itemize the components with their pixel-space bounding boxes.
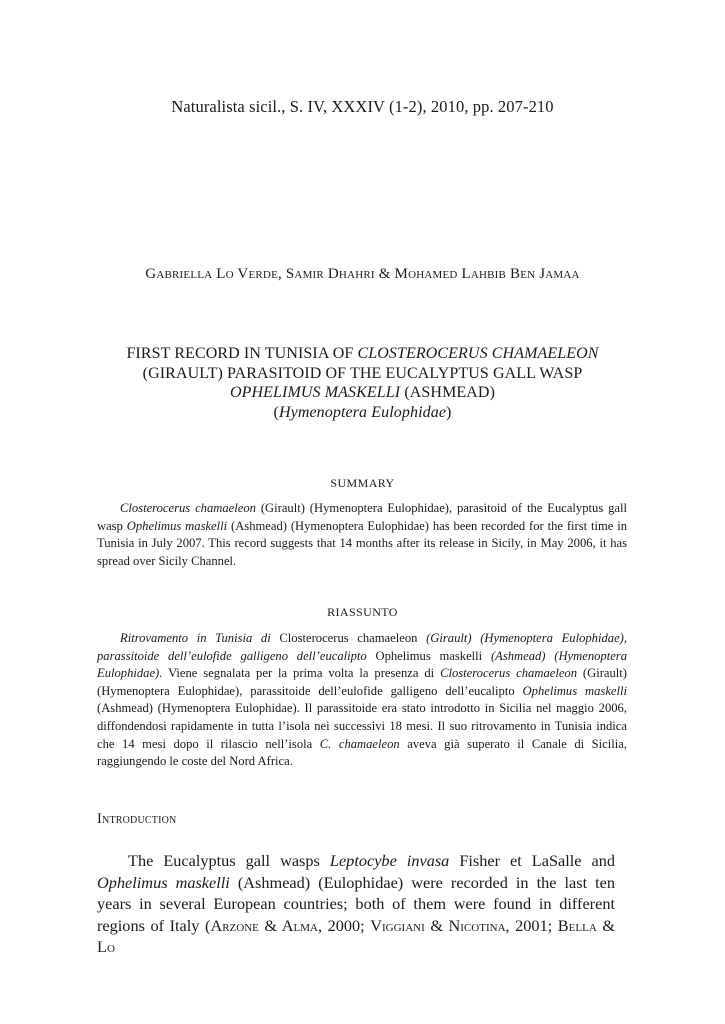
- citation-author: Viggiani & Nicotina: [370, 915, 506, 935]
- summary-heading: SUMMARY: [330, 476, 395, 490]
- title-line-3: OPHELIMUS MASKELLI (ASHMEAD): [229, 384, 496, 401]
- introduction-heading: Introduction: [97, 811, 177, 827]
- citation-author: Arzone & Alma: [210, 915, 318, 935]
- journal-citation: Naturalista sicil., S. IV, XXXIV (1-2), 2010, pp. 207-210: [171, 97, 554, 116]
- citation-author: Bella & Lo: [97, 915, 615, 957]
- riassunto-heading: RIASSUNTO: [327, 605, 398, 619]
- article-title: [0, 344, 725, 422]
- title-line-4: (Hymenoptera Eulophidae): [273, 403, 452, 421]
- title-line-2: (GIRAULT) PARASITOID OF THE EUCALYPTUS GALL WASP: [142, 364, 583, 382]
- summary-paragraph: Closterocerus chamaeleon (Girault) (Hymenoptera Eulophidae), parasitoid of the Eucalyptus gall wasp Ophelimus maskelli (Ashmead) (Hymenoptera Eulophidae) has been recorded for the first time in Tunisia in July 2007. This record suggests that 14 months after its release in Sicily, in May 2006, it has spread over Sicily Channel.: [97, 501, 628, 568]
- riassunto-paragraph: Ritrovamento in Tunisia di Closterocerus chamaeleon (Girault) (Hymenoptera Eulophidae), parassitoide dell’eulofide galligeno dell’eucalipto Ophelimus maskelli (Ashmead) (Hymenoptera Eulophidae). Viene segnalata per la prima volta la presenza di Closterocerus chamaeleon (Girault) (Hymenoptera Eulophidae), parassitoide dell’eulofide galligeno dell’eucalipto Ophelimus maskelli (Ashmead) (Hymenoptera Eulophidae). Il parassitoide era stato introdotto in Sicilia nel maggio 2006, diffondendosi rapidamente in tutta l’isola nei successivi 18 mesi. Il suo ritrovamento in Tunisia indica che 14 mesi dopo il rilascio nell’isola C. chamaeleon aveva già superato il Canale di Sicilia, raggiungendo le coste del Nord Africa.: [97, 631, 628, 769]
- title-line-1: FIRST RECORD IN TUNISIA OF CLOSTEROCERUS CHAMAELEON: [126, 345, 599, 362]
- introduction-paragraph: The Eucalyptus gall wasps Leptocybe invasa Fisher et LaSalle and Ophelimus maskelli (Ashmead) (Eulophidae) were recorded in the last ten years in several European countries; both of them were found in different regions of Italy (Arzone & Alma, 2000; Viggiani & Nicotina, 2001; Bella & Lo: [97, 851, 616, 957]
- author-list: Gabriella Lo Verde, Samir Dhahri & Mohamed Lahbib Ben Jamaa: [145, 266, 580, 282]
